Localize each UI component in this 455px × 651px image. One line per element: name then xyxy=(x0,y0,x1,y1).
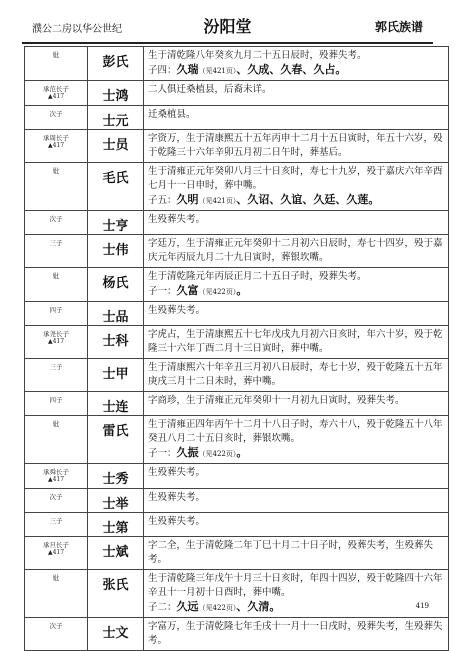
children-prefix: 子二： xyxy=(148,602,177,613)
relation-cell xyxy=(25,130,88,163)
genealogy-row xyxy=(25,302,449,326)
relation-cell xyxy=(25,106,88,130)
relation-label: 次子 xyxy=(49,215,63,223)
page-header xyxy=(22,8,433,38)
relation-label: 承周长子 xyxy=(43,134,69,142)
genealogy-row xyxy=(25,416,449,464)
biography-cell xyxy=(144,464,449,489)
biography-text: 字富万，生于清乾隆七年壬戌十一月十一日戌时，殁葬失考，生殁葬失考。 xyxy=(148,621,443,646)
biography-cell xyxy=(144,359,449,392)
biography-cell xyxy=(144,211,449,235)
page-reference: （见421页） xyxy=(198,197,237,205)
relation-label: 四子 xyxy=(49,396,63,404)
relation-cell xyxy=(25,81,88,106)
biography-cell xyxy=(144,570,449,618)
child-name: 久振 xyxy=(176,446,199,459)
children-prefix: 子一： xyxy=(148,286,177,297)
children-line xyxy=(148,600,444,615)
relation-cell xyxy=(25,47,88,81)
children-line xyxy=(148,63,444,78)
relation-label: 妣 xyxy=(52,51,60,59)
child-name: 久明 xyxy=(176,193,199,206)
genealogy-row xyxy=(25,268,449,302)
child-name: 、久清。 xyxy=(236,600,281,613)
biography-cell xyxy=(144,81,449,106)
child-name: 、久诏、久谊、久廷、久莲。 xyxy=(236,193,380,206)
person-name: 杨氏 xyxy=(88,268,144,302)
genealogy-row xyxy=(25,618,449,651)
relation-cell xyxy=(25,392,88,416)
relation-cell xyxy=(25,235,88,268)
page-reference: （见422页） xyxy=(198,288,237,296)
relation-label: 妣 xyxy=(52,574,60,582)
person-name: 士元 xyxy=(88,106,144,130)
person-name: 士亨 xyxy=(88,211,144,235)
biography-cell xyxy=(144,235,449,268)
relation-label: 次子 xyxy=(49,622,63,630)
biography-cell xyxy=(144,106,449,130)
relation-label: 妣 xyxy=(52,167,60,175)
biography-cell xyxy=(144,302,449,326)
person-name: 士科 xyxy=(88,326,144,359)
relation-label: 三子 xyxy=(49,363,63,371)
biography-cell xyxy=(144,618,449,651)
biography-text: 生殁葬失考。 xyxy=(148,305,206,316)
genealogy-row xyxy=(25,489,449,513)
biography-cell xyxy=(144,47,449,81)
relation-reference: ▲417 xyxy=(47,93,65,100)
child-name: 久瑞 xyxy=(176,63,199,76)
relation-cell xyxy=(25,211,88,235)
relation-cell xyxy=(25,416,88,464)
biography-cell xyxy=(144,326,449,359)
genealogy-row xyxy=(25,392,449,416)
biography-text: 字廷万，生于清雍正元年癸卯十二月初六日辰时，寿七十四岁，殁于嘉庆元年丙辰九月二十九日寅时，葬银坎嘴。 xyxy=(148,238,443,263)
genealogy-row xyxy=(25,47,449,81)
relation-reference: ▲417 xyxy=(47,549,65,556)
relation-label: 承舜长子 xyxy=(43,468,69,476)
person-name: 雷氏 xyxy=(88,416,144,464)
genealogy-row xyxy=(25,211,449,235)
genealogy-row xyxy=(25,106,449,130)
relation-cell xyxy=(25,268,88,302)
relation-label: 承旦长子 xyxy=(43,541,69,549)
relation-cell xyxy=(25,570,88,618)
relation-label: 妣 xyxy=(52,272,60,280)
biography-text: 字二全，生于清乾隆二年丁巳十月二十日子时，殁葬失考，生殁葬失考。 xyxy=(148,540,434,565)
person-name: 士秀 xyxy=(88,464,144,489)
biography-text: 生殁葬失考。 xyxy=(148,516,206,527)
biography-text: 生殁葬失考。 xyxy=(148,467,206,478)
biography-text: 生于清雍正四年丙午十二月十八日子时，寿六十八，殁于乾隆五十八年癸丑八月二十五日亥时，葬银坎嘴。 xyxy=(148,419,443,444)
person-name: 士文 xyxy=(88,618,144,651)
children-line xyxy=(148,446,444,461)
genealogy-row xyxy=(25,464,449,489)
child-name: 。 xyxy=(236,446,248,459)
genealogy-table xyxy=(24,46,449,651)
children-line xyxy=(148,284,444,299)
biography-text: 字虎占，生于清康熙五十七年戊戌九月初六日亥时，年六十岁，殁于乾隆三十六年丁酉二月十三日寅时，葬中嘴。 xyxy=(148,329,443,354)
person-name: 张氏 xyxy=(88,570,144,618)
relation-label: 承范长子 xyxy=(43,85,69,93)
genealogy-row xyxy=(25,359,449,392)
child-name: 。 xyxy=(236,284,248,297)
person-name: 士甲 xyxy=(88,359,144,392)
page-reference: （见422页） xyxy=(198,604,237,612)
biography-cell xyxy=(144,537,449,570)
genealogy-row xyxy=(25,163,449,211)
biography-cell xyxy=(144,130,449,163)
relation-cell xyxy=(25,359,88,392)
header-book-title: 郭氏族谱 xyxy=(374,20,423,34)
person-name: 士员 xyxy=(88,130,144,163)
relation-label: 次子 xyxy=(49,110,63,118)
person-name: 士第 xyxy=(88,513,144,537)
person-name: 士举 xyxy=(88,489,144,513)
biography-cell xyxy=(144,268,449,302)
children-line xyxy=(148,193,444,208)
biography-text: 生于清雍正元年癸卯八月三十日亥时，寿七十九岁，殁于嘉庆六年辛酉七月十一日申时，葬中嘴。 xyxy=(148,166,443,191)
biography-text: 生于清康熙六十年辛丑三月初八日辰时，寿七十岁，殁于乾隆五十五年庚戌三月十二日未时，葬中嘴。 xyxy=(148,362,443,387)
genealogy-row xyxy=(25,81,449,106)
relation-cell xyxy=(25,163,88,211)
child-name: 久富 xyxy=(176,284,199,297)
biography-cell xyxy=(144,416,449,464)
relation-cell xyxy=(25,326,88,359)
relation-reference: ▲417 xyxy=(47,338,65,345)
header-hall-name: 汾阳堂 xyxy=(203,17,252,36)
biography-text: 迁桑植县。 xyxy=(148,109,196,120)
relation-label: 四子 xyxy=(49,306,63,314)
relation-cell xyxy=(25,489,88,513)
genealogy-row xyxy=(25,326,449,359)
biography-text: 生殁葬失考。 xyxy=(148,214,206,225)
relation-cell xyxy=(25,618,88,651)
page-reference: （见421页） xyxy=(198,67,237,75)
person-name: 毛氏 xyxy=(88,163,144,211)
child-name: 、久成、久春、久占。 xyxy=(236,63,347,76)
person-name: 士伟 xyxy=(88,235,144,268)
biography-text: 生于清乾隆三年戊午十月三十日亥时，年四十四岁，殁于乾隆四十六年辛丑十一月初十日酉时，葬中嘴。 xyxy=(148,573,443,598)
relation-cell xyxy=(25,537,88,570)
relation-label: 三子 xyxy=(49,239,63,247)
relation-reference: ▲417 xyxy=(47,142,65,149)
biography-text: 二人俱迁桑植县，后裔未详。 xyxy=(148,84,272,95)
biography-text: 生于清乾隆元年丙辰正月二十五日子时，殁葬失考。 xyxy=(148,271,367,282)
genealogy-row xyxy=(25,235,449,268)
person-name: 士品 xyxy=(88,302,144,326)
biography-cell xyxy=(144,163,449,211)
relation-cell xyxy=(25,464,88,489)
person-name: 彭氏 xyxy=(88,47,144,81)
genealogy-row xyxy=(25,513,449,537)
header-rule xyxy=(22,42,433,44)
biography-text: 字资万，生于清康熙五十五年丙申十二月十五日寅时，年五十六岁，殁于乾隆三十六年辛卯五月初二日午时，葬基后。 xyxy=(148,133,443,158)
header-lineage-title: 濮公二房以华公世纪 xyxy=(32,24,122,35)
relation-cell xyxy=(25,513,88,537)
person-name: 士连 xyxy=(88,392,144,416)
children-prefix: 子四： xyxy=(148,65,177,76)
child-name: 久远 xyxy=(176,600,199,613)
children-prefix: 子一： xyxy=(148,448,177,459)
genealogy-row xyxy=(25,537,449,570)
biography-text: 字商珍，生于清雍正元年癸卯十一月初九日寅时，殁葬失考。 xyxy=(148,395,405,406)
biography-cell xyxy=(144,489,449,513)
relation-label: 妣 xyxy=(52,420,60,428)
relation-label: 三子 xyxy=(49,517,63,525)
biography-cell xyxy=(144,392,449,416)
genealogy-row xyxy=(25,570,449,618)
page-reference: （见422页） xyxy=(198,450,237,458)
biography-text: 生于清乾隆八年癸亥九月二十五日辰时，殁葬失考。 xyxy=(148,50,367,61)
relation-label: 承尧长子 xyxy=(43,330,69,338)
genealogy-row xyxy=(25,130,449,163)
person-name: 士鸿 xyxy=(88,81,144,106)
relation-label: 次子 xyxy=(49,493,63,501)
person-name: 士斌 xyxy=(88,537,144,570)
page-number: 419 xyxy=(415,602,429,610)
biography-text: 生殁葬失考。 xyxy=(148,492,206,503)
children-prefix: 子五： xyxy=(148,195,177,206)
relation-reference: ▲417 xyxy=(47,476,65,483)
relation-cell xyxy=(25,302,88,326)
biography-cell xyxy=(144,513,449,537)
